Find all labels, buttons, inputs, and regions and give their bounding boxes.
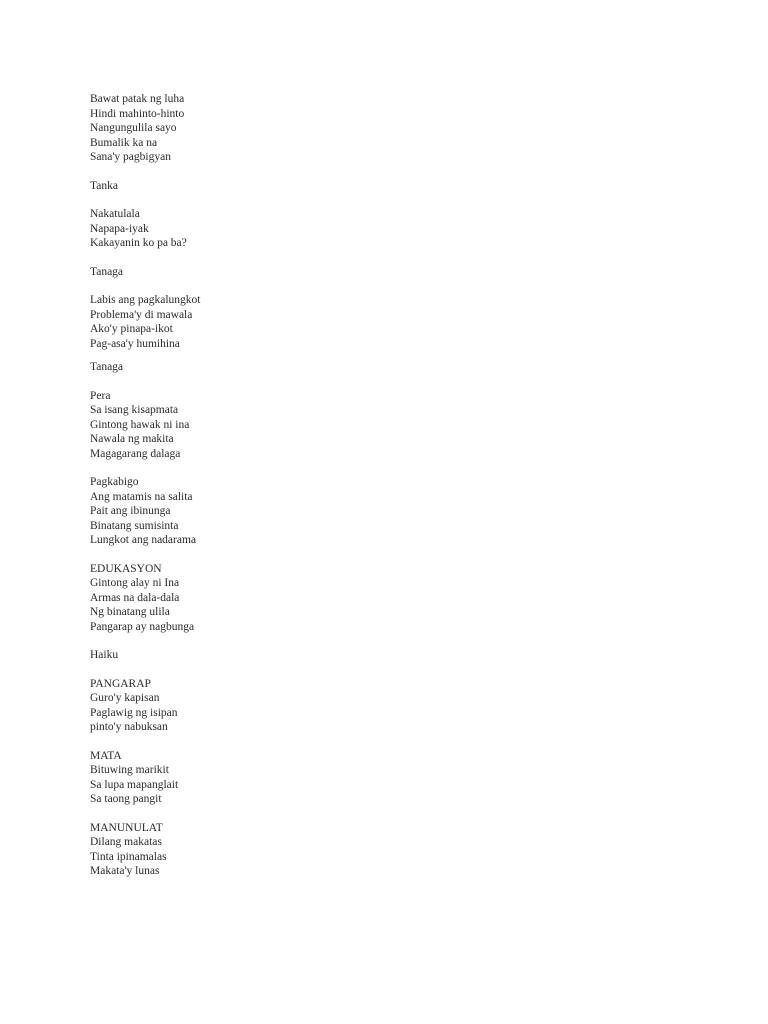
poem-line: Guro'y kapisan (90, 692, 160, 704)
section-heading-tanaga: Tanaga (90, 265, 124, 278)
poem-line: Hindi mahinto-hinto (90, 107, 185, 120)
poem-line: Kakayanin ko pa ba? (90, 237, 187, 249)
poem-title: Pagkabigo (90, 476, 139, 488)
document-page (90, 92, 730, 879)
poem-line: Bituwing marikit (90, 764, 169, 776)
poem-line: Pait ang ibinunga (90, 505, 171, 517)
poem-line: Pangarap ay nagbunga (90, 620, 195, 633)
poem-block (90, 562, 730, 635)
poem-line: Labis ang pagkalungkot (90, 294, 201, 306)
poem-block (90, 749, 730, 807)
poem-line: Napapa-iyak (90, 222, 149, 235)
poem-line: Dilang makatas (90, 836, 162, 848)
section-heading-haiku: Haiku (90, 649, 119, 661)
poem-line: Nawala ng makita (90, 433, 174, 445)
poem-line: pinto'y nabuksan (90, 721, 168, 733)
poem-line: Gintong hawak ni ina (90, 418, 190, 431)
poem-block (90, 293, 730, 351)
poem-line: Tinta ipinamalas (90, 850, 167, 863)
poem-line: Ng binatang ulila (90, 606, 170, 618)
poem-block (90, 389, 730, 462)
poem-line: Gintong alay ni Ina (90, 577, 180, 589)
poem-line: Nakatulala (90, 208, 140, 220)
poem-line: Problema'y di mawala (90, 308, 193, 321)
poem-title: Pera (90, 389, 111, 402)
poem-line: Sa isang kisapmata (90, 404, 179, 416)
poem-line: Paglawig ng isipan (90, 706, 178, 719)
poem-line: Ako'y pinapa-ikot (90, 323, 173, 335)
poem-block (90, 677, 730, 735)
poem-line: Bawat patak ng luha (90, 93, 185, 105)
poem-line: Ang matamis na salita (90, 490, 193, 503)
poem-block (90, 207, 730, 251)
poem-title: EDUKASYON (90, 562, 162, 575)
poem-line: Sa taong pangit (90, 793, 162, 805)
poem-line: Nangungulila sayo (90, 122, 177, 134)
poem-line: Lungkot ang nadarama (90, 534, 197, 546)
poem-block (90, 92, 730, 165)
poem-title: PANGARAP (90, 677, 151, 690)
section-heading-tanka: Tanka (90, 179, 118, 192)
poem-title: MANUNULAT (90, 821, 163, 834)
poem-block (90, 475, 730, 548)
poem-title: MATA (90, 749, 122, 762)
section-heading-tanaga: Tanaga (90, 361, 124, 373)
poem-line: Pag-asa'y humihina (90, 337, 180, 350)
poem-line: Bumalik ka na (90, 136, 158, 149)
poem-line: Sana'y pagbigyan (90, 151, 171, 163)
poem-line: Armas na dala-dala (90, 591, 180, 604)
poem-line: Magagarang dalaga (90, 447, 181, 460)
poem-line: Makata'y lunas (90, 865, 160, 877)
poem-line: Sa lupa mapanglait (90, 778, 179, 791)
poem-block (90, 821, 730, 879)
poem-line: Binatang sumisinta (90, 519, 179, 532)
